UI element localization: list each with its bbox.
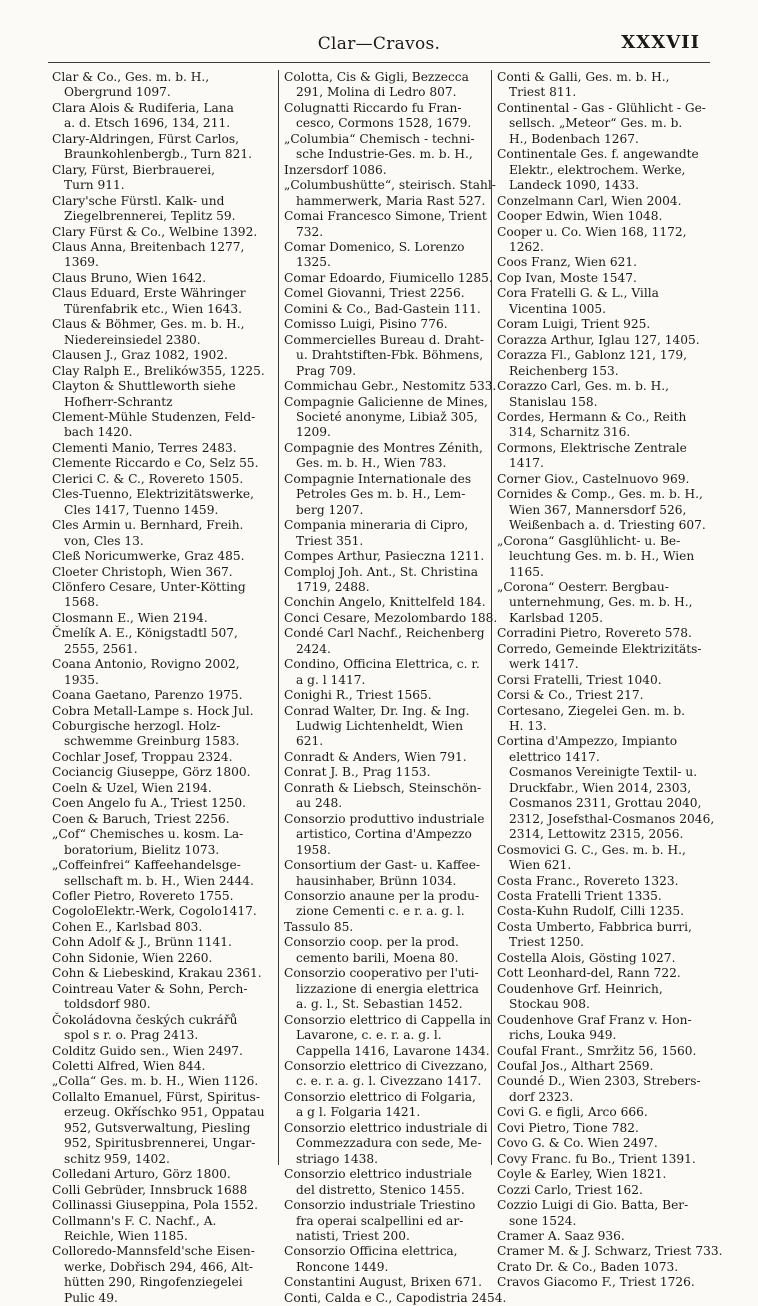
directory-line: Conradt & Anders, Wien 791. (284, 749, 467, 764)
directory-line: unternehmung, Ges. m. b. H., (509, 595, 693, 610)
directory-line: Coyle & Earley, Wien 1821. (497, 1167, 667, 1182)
directory-line: Cohn & Liebeskind, Krakau 2361. (52, 966, 262, 981)
directory-line: Coana Gaetano, Parenzo 1975. (52, 688, 243, 703)
directory-line: CogoloElektr.-Werk, Cogolo1417. (52, 904, 257, 919)
directory-line: Colli Gebrüder, Innsbruck 1688 (52, 1182, 248, 1197)
directory-line: Weißenbach a. d. Triesting 607. (509, 518, 706, 533)
directory-line: Cortina d'Ampezzo, Impianto (497, 734, 678, 749)
directory-line: Corazza Fl., Gablonz 121, 179, (497, 348, 688, 363)
directory-line: Cooper Edwin, Wien 1048. (497, 209, 663, 224)
directory-line: Cointreau Vater & Sohn, Perch- (52, 981, 248, 996)
directory-line: 2312, Josefsthal-Cosmanos 2046, (509, 811, 715, 826)
directory-line: Cohn Adolf & J., Brünn 1141. (52, 935, 232, 950)
directory-line: Prag 709. (296, 363, 357, 378)
directory-line: Pulic 49. (64, 1290, 118, 1305)
directory-line: toldsdorf 980. (64, 997, 151, 1012)
directory-line: Costa Franc., Rovereto 1323. (497, 873, 679, 888)
directory-line: Roncone 1449. (296, 1259, 389, 1274)
directory-line: Coburgische herzogl. Holz- (52, 719, 221, 734)
directory-line: Clay Ralph E., Brelików355, 1225. (52, 363, 265, 378)
directory-line: Stanislau 158. (509, 394, 598, 409)
directory-line: Clary, Fürst, Bierbrauerei, (52, 162, 216, 177)
directory-line: Clary-Aldringen, Fürst Carlos, (52, 131, 239, 146)
directory-column-3 (497, 70, 723, 1290)
directory-line: Closmann E., Wien 2194. (52, 610, 208, 625)
directory-line: Cramer A. Saaz 936. (497, 1228, 625, 1243)
directory-line: Clary Fürst & Co., Welbine 1392. (52, 224, 258, 239)
directory-line: c. e. r. a. g. l. Civezzano 1417. (296, 1074, 482, 1089)
directory-line: schitz 959, 1402. (64, 1151, 170, 1166)
directory-line: hausinhaber, Brünn 1034. (296, 873, 457, 888)
directory-line: sellsch. „Meteor“ Ges. m. b. (509, 116, 683, 131)
directory-line: hammerwerk, Maria Rast 527. (296, 193, 486, 208)
directory-line: Coufal Frant., Smržitz 56, 1560. (497, 1043, 697, 1058)
directory-line: Collinassi Giuseppina, Pola 1552. (52, 1198, 259, 1213)
directory-line: Comai Francesco Simone, Trient (284, 209, 487, 224)
running-title: Clar—Cravos. (317, 34, 441, 54)
directory-line: Ges. m. b. H., Wien 783. (296, 456, 447, 471)
directory-line: Triest 811. (509, 85, 577, 100)
directory-line: sche Industrie-Ges. m. b. H., (296, 147, 473, 162)
directory-line: Comel Giovanni, Triest 2256. (284, 286, 465, 301)
directory-line: Colloredo-Mannsfeld'sche Eisen- (52, 1244, 255, 1259)
directory-line: Consorzio industriale Triestino (284, 1198, 476, 1213)
directory-line: „Corona“ Gasglühlicht- u. Be- (497, 533, 681, 548)
directory-line: Triest 351. (296, 533, 364, 548)
directory-line: Compania mineraria di Cipro, (284, 518, 469, 533)
directory-line: 1325. (296, 255, 331, 270)
directory-line: Comar Edoardo, Fiumicello 1285. (284, 270, 493, 285)
directory-line: Obergrund 1097. (64, 85, 171, 100)
directory-line: Costa Fratelli Trient 1335. (497, 889, 662, 904)
directory-line: Tassulo 85. (284, 919, 354, 934)
directory-line: Cramer M. & J. Schwarz, Triest 733. (497, 1244, 723, 1259)
directory-line: Vicentina 1005. (509, 301, 607, 316)
directory-line: 952, Gutsverwaltung, Piesling (64, 1120, 251, 1135)
directory-line: „Cof“ Chemisches u. kosm. La- (52, 827, 244, 842)
directory-line: hütten 290, Ringofenziegelei (64, 1275, 243, 1290)
directory-line: Comar Domenico, S. Lorenzo (284, 239, 465, 254)
directory-line: Clausen J., Graz 1082, 1902. (52, 348, 228, 363)
directory-line: 621. (296, 734, 324, 749)
directory-line: Türenfabrik etc., Wien 1643. (64, 301, 243, 316)
directory-column-1 (52, 70, 268, 1305)
directory-line: Condino, Officina Elettrica, c. r. (284, 657, 480, 672)
directory-line: Consorzio elettrico di Folgaria, (284, 1089, 476, 1104)
directory-line: a. g. l., St. Sebastian 1452. (296, 997, 463, 1012)
directory-line: Cosmovici G. C., Ges. m. b. H., (497, 842, 686, 857)
directory-line: Condé Carl Nachf., Reichenberg (284, 626, 485, 641)
directory-line: 1719, 2488. (296, 579, 370, 594)
directory-line: werke, Dobřisch 294, 466, Alt- (64, 1259, 253, 1274)
directory-line: Colugnatti Riccardo fu Fran- (284, 100, 462, 115)
directory-line: Continentale Ges. f. angewandte (497, 147, 699, 162)
directory-line: artistico, Cortina d'Ampezzo (296, 827, 472, 842)
directory-line: Cloeter Christoph, Wien 367. (52, 564, 233, 579)
directory-line: Coeln & Uzel, Wien 2194. (52, 780, 212, 795)
directory-line: Comini & Co., Bad-Gastein 111. (284, 301, 481, 316)
column-divider (278, 70, 279, 1165)
directory-line: Cortesano, Ziegelei Gen. m. b. (497, 703, 686, 718)
directory-line: Coudenhove Grf. Heinrich, (497, 981, 663, 996)
directory-line: Landeck 1090, 1433. (509, 178, 639, 193)
directory-line: „Columbia“ Chemisch - techni- (284, 131, 475, 146)
directory-line: Braunkohlenbergb., Turn 821. (64, 147, 253, 162)
directory-line: Claus Bruno, Wien 1642. (52, 270, 207, 285)
directory-line: Collmann's F. C. Nachf., A. (52, 1213, 217, 1228)
directory-line: „Columbushütte“, steirisch. Stahl- (284, 178, 496, 193)
directory-line: 2424. (296, 641, 331, 656)
directory-line: Compagnie des Montres Zénith, (284, 440, 483, 455)
directory-line: a g l. Folgaria 1421. (296, 1105, 421, 1120)
directory-line: Compes Arthur, Pasieczna 1211. (284, 549, 485, 564)
directory-line: Čmelík A. E., Königstadtl 507, (52, 626, 238, 641)
directory-line: erzeug. Okříschko 951, Oppatau (64, 1105, 265, 1120)
directory-line: Corner Giov., Castelnuovo 969. (497, 471, 690, 486)
directory-line: 1958. (296, 842, 331, 857)
directory-line: Cozzi Carlo, Triest 162. (497, 1182, 643, 1197)
directory-line: Cohen E., Karlsbad 803. (52, 919, 203, 934)
directory-line: Cobra Metall-Lampe s. Hock Jul. (52, 703, 254, 718)
directory-line: Conrat J. B., Prag 1153. (284, 765, 431, 780)
directory-line: zione Cementi c. e r. a. g. l. (296, 904, 465, 919)
directory-line: Conti, Calda e C., Capodistria 2454. (284, 1290, 507, 1305)
directory-line: Collalto Emanuel, Fürst, Spiritus- (52, 1089, 260, 1104)
directory-line: sellschaft m. b. H., Wien 2444. (64, 873, 254, 888)
directory-line: Wien 367, Mannersdorf 526, (509, 502, 687, 517)
directory-column-2 (284, 70, 507, 1305)
directory-line: Cohn Sidonie, Wien 2260. (52, 950, 213, 965)
directory-line: 1369. (64, 255, 99, 270)
directory-line: elettrico 1417. (509, 749, 600, 764)
directory-line: Commercielles Bureau d. Draht- (284, 332, 484, 347)
directory-line: schwemme Greinburg 1583. (64, 734, 240, 749)
directory-line: Costa-Kuhn Rudolf, Cilli 1235. (497, 904, 685, 919)
directory-line: Čokoládovna českých cukrářů (52, 1012, 238, 1027)
directory-line: u. Drahtstiften-Fbk. Böhmens, (296, 348, 484, 363)
directory-line: Continental - Gas - Glühlicht - Ge- (497, 100, 706, 115)
directory-line: Clementi Manio, Terres 2483. (52, 440, 237, 455)
directory-line: Niedereinsiedel 2380. (64, 332, 201, 347)
page-number: XXXVII (621, 32, 700, 53)
directory-line: Covy Franc. fu Bo., Trient 1391. (497, 1151, 696, 1166)
directory-line: 1262. (509, 239, 544, 254)
directory-line: Cosmanos 2311, Grottau 2040, (509, 796, 702, 811)
directory-line: Corazzo Carl, Ges. m. b. H., (497, 379, 670, 394)
directory-line: 1209. (296, 425, 331, 440)
directory-line: Colledani Arturo, Görz 1800. (52, 1167, 231, 1182)
directory-line: Cochlar Josef, Troppau 2324. (52, 749, 233, 764)
directory-line: Compagnie Galicienne de Mines, (284, 394, 488, 409)
directory-line: Consorzio coop. per la prod. (284, 935, 459, 950)
directory-line: Covi G. e figli, Arco 666. (497, 1105, 648, 1120)
directory-line: Corradini Pietro, Rovereto 578. (497, 626, 692, 641)
directory-line: berg 1207. (296, 502, 364, 517)
directory-line: Claus Anna, Breitenbach 1277, (52, 239, 245, 254)
directory-line: Comploj Joh. Ant., St. Christina (284, 564, 478, 579)
directory-line: Coram Luigi, Trient 925. (497, 317, 651, 332)
directory-line: Hofherr-Schrantz (64, 394, 173, 409)
directory-line: Colotta, Cis & Gigli, Bezzecca (284, 70, 469, 84)
directory-line: Compagnie Internationale des (284, 471, 472, 486)
header-rule (48, 62, 710, 63)
directory-line: Lavarone, c. e. r. a. g. l. (296, 1028, 442, 1043)
directory-line: Societé anonyme, Libiaž 305, (296, 409, 478, 424)
directory-line: 732. (296, 224, 324, 239)
directory-line: Petroles Ges m. b. H., Lem- (296, 487, 466, 502)
page-header (0, 30, 758, 60)
directory-line: Coudenhove Graf Franz v. Hon- (497, 1012, 692, 1027)
directory-line: dorf 2323. (509, 1089, 574, 1104)
directory-line: H., Bodenbach 1267. (509, 131, 639, 146)
directory-line: 1165. (509, 564, 544, 579)
directory-line: sone 1524. (509, 1213, 577, 1228)
directory-line: „Colla“ Ges. m. b. H., Wien 1126. (52, 1074, 259, 1089)
directory-line: werk 1417. (509, 657, 579, 672)
directory-line: Ludwig Lichtenheldt, Wien (296, 719, 464, 734)
directory-line: Coana Antonio, Rovigno 2002, (52, 657, 240, 672)
directory-line: au 248. (296, 796, 343, 811)
directory-line: Clara Alois & Rudiferia, Lana (52, 100, 234, 115)
directory-line: del distretto, Stenico 1455. (296, 1182, 465, 1197)
directory-line: Conzelmann Carl, Wien 2004. (497, 193, 682, 208)
directory-line: 314, Scharnitz 316. (509, 425, 631, 440)
directory-line: Costella Alois, Gösting 1027. (497, 950, 676, 965)
directory-line: 2314, Lettowitz 2315, 2056. (509, 827, 684, 842)
directory-line: Consorzio cooperativo per l'uti- (284, 966, 479, 981)
directory-line: von, Cles 13. (64, 533, 144, 548)
directory-line: Cordes, Hermann & Co., Reith (497, 409, 687, 424)
directory-line: „Coffeinfrei“ Kaffeehandelsge- (52, 858, 241, 873)
directory-line: „Corona“ Oesterr. Bergbau- (497, 579, 669, 594)
directory-line: Cora Fratelli G. & L., Villa (497, 286, 659, 301)
directory-line: Cles-Tuenno, Elektrizitätswerke, (52, 487, 254, 502)
directory-line: natisti, Triest 200. (296, 1228, 410, 1243)
directory-line: Consorzio Officina elettrica, (284, 1244, 458, 1259)
directory-line: Cooper u. Co. Wien 168, 1172, (497, 224, 687, 239)
directory-line: Coos Franz, Wien 621. (497, 255, 637, 270)
directory-line: Coletti Alfred, Wien 844. (52, 1059, 206, 1073)
directory-line: Clayton & Shuttleworth siehe (52, 379, 236, 394)
directory-line: Corazza Arthur, Iglau 127, 1405. (497, 332, 700, 347)
directory-line: Consorzio produttivo industriale (284, 811, 485, 826)
directory-line: Conti & Galli, Ges. m. b. H., (497, 70, 670, 84)
directory-line: Commichau Gebr., Nestomitz 533. (284, 379, 497, 394)
directory-line: 291, Molina di Ledro 807. (296, 85, 457, 100)
directory-line: Reichle, Wien 1185. (64, 1228, 188, 1243)
directory-line: Corsi & Co., Triest 217. (497, 688, 644, 703)
directory-line: Colditz Guido sen., Wien 2497. (52, 1043, 243, 1058)
directory-line: Karlsbad 1205. (509, 610, 603, 625)
directory-line: Cappella 1416, Lavarone 1434. (296, 1043, 490, 1058)
directory-line: Consorzio elettrico di Civezzano, (284, 1059, 488, 1073)
directory-line: H. 13. (509, 719, 547, 734)
directory-line: striago 1438. (296, 1151, 379, 1166)
directory-line: Consorzio elettrico industriale di (284, 1120, 488, 1135)
directory-line: Cravos Giacomo F., Triest 1726. (497, 1275, 695, 1290)
directory-line: Conrath & Liebsch, Steinschön- (284, 780, 482, 795)
directory-line: cesco, Cormons 1528, 1679. (296, 116, 472, 131)
directory-line: cemento barili, Moena 80. (296, 950, 459, 965)
directory-line: Cleß Noricumwerke, Graz 485. (52, 549, 245, 564)
directory-line: leuchtung Ges. m. b. H., Wien (509, 549, 695, 564)
directory-line: Commezzadura con sede, Me- (296, 1136, 482, 1151)
directory-line: Cosmanos Vereinigte Textil- u. (509, 765, 698, 780)
directory-line: Triest 1250. (509, 935, 584, 950)
directory-line: Clement-Mühle Studenzen, Feld- (52, 409, 256, 424)
directory-line: Cormons, Elektrische Zentrale (497, 440, 687, 455)
directory-line: a g. l 1417. (296, 672, 366, 687)
directory-line: 1568. (64, 595, 99, 610)
directory-line: Cles Armin u. Bernhard, Freih. (52, 518, 244, 533)
directory-line: Covi Pietro, Tione 782. (497, 1120, 639, 1135)
directory-line: Coufal Jos., Althart 2569. (497, 1059, 654, 1073)
directory-line: Claus & Böhmer, Ges. m. b. H., (52, 317, 245, 332)
directory-line: Cop Ivan, Moste 1547. (497, 270, 637, 285)
directory-line: Clönfero Cesare, Unter-Kötting (52, 579, 246, 594)
directory-line: Ziegelbrennerei, Teplitz 59. (64, 209, 236, 224)
directory-line: a. d. Etsch 1696, 134, 211. (64, 116, 231, 131)
directory-line: richs, Louka 949. (509, 1028, 617, 1043)
directory-line: Cornides & Comp., Ges. m. b. H., (497, 487, 703, 502)
directory-line: boratorium, Bielitz 1073. (64, 842, 220, 857)
directory-line: Inzersdorf 1086. (284, 162, 387, 177)
directory-line: Cozzio Luigi di Gio. Batta, Ber- (497, 1198, 689, 1213)
directory-line: spol s r. o. Prag 2413. (64, 1028, 199, 1043)
directory-line: Cofler Pietro, Rovereto 1755. (52, 889, 234, 904)
directory-line: Consorzio elettrico di Cappella in (284, 1012, 492, 1027)
directory-line: Conci Cesare, Mezolombardo 188. (284, 610, 498, 625)
directory-line: Cles 1417, Tuenno 1459. (64, 502, 219, 517)
directory-line: fra operai scalpellini ed ar- (296, 1213, 464, 1228)
directory-line: Constantini August, Brixen 671. (284, 1275, 483, 1290)
directory-line: 952, Spiritusbrennerei, Ungar- (64, 1136, 256, 1151)
directory-line: Comisso Luigi, Pisino 776. (284, 317, 448, 332)
directory-line: Consortium der Gast- u. Kaffee- (284, 858, 481, 873)
directory-line: Wien 621. (509, 858, 572, 873)
directory-line: Coen Angelo fu A., Triest 1250. (52, 796, 247, 811)
directory-line: Corsi Fratelli, Triest 1040. (497, 672, 662, 687)
directory-line: 1417. (509, 456, 544, 471)
directory-line: Coen & Baruch, Triest 2256. (52, 811, 230, 826)
directory-line: Clar & Co., Ges. m. b. H., (52, 70, 210, 84)
directory-line: Clemente Riccardo e Co, Selz 55. (52, 456, 259, 471)
directory-line: Elektr., elektrochem. Werke, (509, 162, 686, 177)
directory-line: Conchin Angelo, Knittelfeld 184. (284, 595, 486, 610)
directory-line: bach 1420. (64, 425, 133, 440)
directory-line: Cott Leonhard-del, Rann 722. (497, 966, 681, 981)
directory-line: Coundé D., Wien 2303, Strebers- (497, 1074, 701, 1089)
directory-line: 2555, 2561. (64, 641, 138, 656)
directory-line: Reichenberg 153. (509, 363, 619, 378)
directory-line: Consorzio anaune per la produ- (284, 889, 480, 904)
directory-line: Costa Umberto, Fabbrica burri, (497, 919, 692, 934)
directory-line: 1935. (64, 672, 99, 687)
directory-line: Covo G. & Co. Wien 2497. (497, 1136, 658, 1151)
directory-line: Cociancig Giuseppe, Görz 1800. (52, 765, 251, 780)
directory-line: Conrad Walter, Dr. Ing. & Ing. (284, 703, 470, 718)
directory-line: Druckfabr., Wien 2014, 2303, (509, 780, 692, 795)
directory-line: Clary'sche Fürstl. Kalk- und (52, 193, 225, 208)
directory-line: Crato Dr. & Co., Baden 1073. (497, 1259, 679, 1274)
directory-line: Stockau 908. (509, 997, 590, 1012)
directory-line: Clerici C. & C., Rovereto 1505. (52, 471, 244, 486)
directory-line: Claus Eduard, Erste Währinger (52, 286, 246, 301)
directory-line: lizzazione di energia elettrica (296, 981, 479, 996)
directory-line: Corredo, Gemeinde Elektrizitäts- (497, 641, 702, 656)
directory-line: Conighi R., Triest 1565. (284, 688, 432, 703)
directory-line: Consorzio elettrico industriale (284, 1167, 472, 1182)
directory-line: Turn 911. (64, 178, 125, 193)
